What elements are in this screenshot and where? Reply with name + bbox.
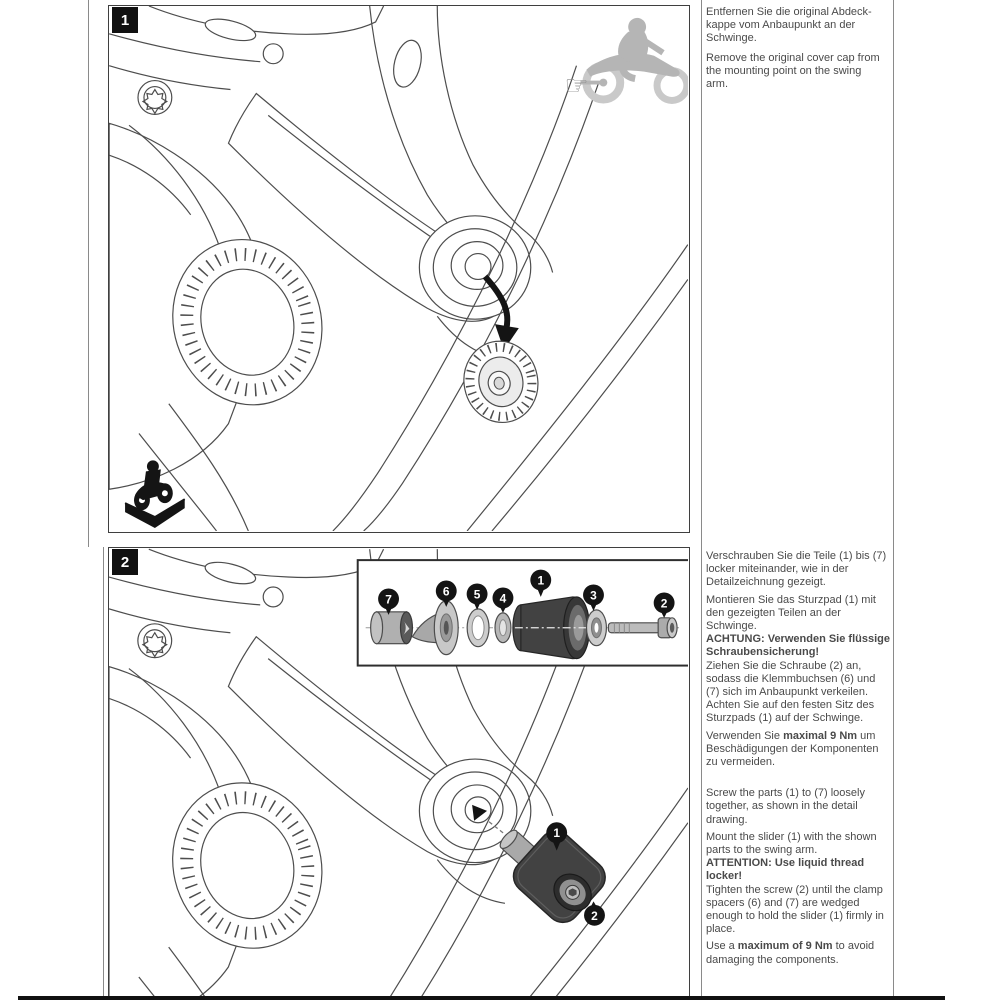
pointing-hand-icon: ☞ [564, 70, 589, 101]
motorcycle-rider-pointer-icon [565, 18, 687, 101]
step2-text-german [706, 550, 890, 769]
part-4-washer [495, 613, 511, 643]
step2-instructions [706, 550, 890, 971]
detail-drawing-inset [358, 560, 688, 665]
instruction-paragraph: Verschrauben Sie die Teile (1) bis (7) locker miteinander, wie in der Detailzeichnung gezeigt. [706, 550, 887, 589]
instruction-paragraph: Use a maximum of 9 Nm to avoid damaging the components. [706, 940, 875, 966]
step2-drawing-panel [108, 547, 690, 1000]
svg-text:4: 4 [499, 591, 507, 606]
instruction-paragraph: Remove the original cover cap from the mounting point on the swing arm. [706, 51, 880, 91]
step-number-badge: 1 [112, 7, 138, 33]
instruction-paragraph: Montieren Sie das Sturzpad (1) mit den gezeigten Teilen an der Schwinge. ACHTUNG: Verwenden Sie flüssige Schraubensicherung! Ziehen Sie die Schraube (2) an, sodass die Klemmbuchsen (6) und (7) sich im Anbaupunkt verkeilen. Achten Sie auf den festen Sitz des Sturzpads (1) auf der Schwinge. [706, 593, 890, 725]
right-column-rule [893, 0, 894, 1000]
middle-column-rule [701, 0, 702, 1000]
svg-text:3: 3 [590, 588, 597, 603]
cover-cap-drawing [456, 334, 545, 429]
instruction-paragraph: Entfernen Sie die original Abdeck- kappe vom Anbaupunkt an der Schwinge. [706, 6, 872, 45]
part-1-slider-pad [513, 597, 590, 659]
instruction-paragraph: Verwenden Sie maximal 9 Nm um Beschädigungen der Komponenten zu vermeiden. [706, 729, 879, 769]
svg-text:5: 5 [473, 587, 481, 602]
step1-text-english [706, 52, 890, 92]
step1-drawing-panel [108, 5, 690, 533]
step2-line-drawing [109, 548, 688, 1000]
part-3-washer [587, 610, 607, 646]
svg-text:1: 1 [553, 826, 561, 841]
step2-text-english [706, 787, 890, 967]
step-number-badge: 2 [112, 549, 138, 575]
section-divider-bar [18, 996, 945, 1000]
part-7-clamp-spacer [371, 612, 413, 644]
svg-text:6: 6 [442, 584, 450, 599]
svg-text:2: 2 [591, 908, 598, 923]
part-5-washer [467, 609, 489, 647]
svg-text:7: 7 [385, 592, 392, 607]
instruction-paragraph: Screw the parts (1) to (7) loosely together, as shown in the detail drawing. [706, 787, 865, 826]
step1-text-german [706, 6, 890, 46]
step1-line-drawing [109, 6, 688, 531]
instruction-paragraph: Mount the slider (1) with the shown parts to the swing arm. ATTENTION: Use liquid thread locker! Tighten the screw (2) until the clamp spacers (6) and (7) are wedged enough to hold the slider (1) firmly in place. [706, 830, 884, 936]
step1-instructions [706, 6, 890, 95]
svg-text:2: 2 [660, 596, 668, 611]
svg-text:1: 1 [537, 573, 545, 588]
left-column-rule-top [88, 0, 89, 547]
left-column-rule-bottom [103, 547, 104, 1000]
